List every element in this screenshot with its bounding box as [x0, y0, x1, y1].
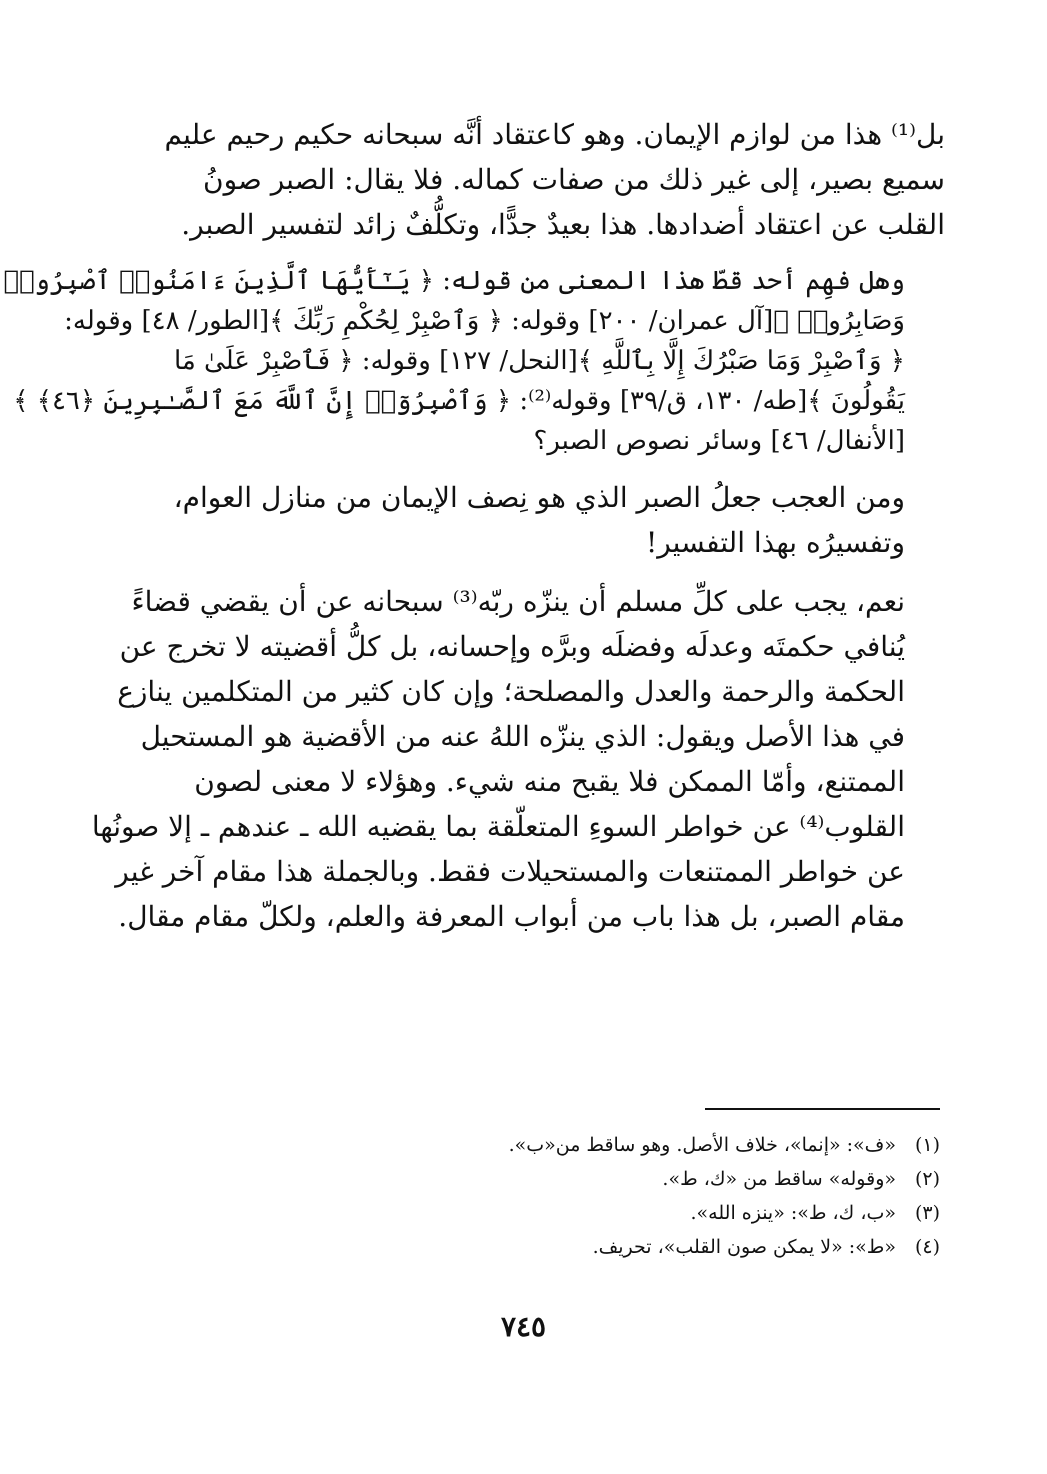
text-line: ومن العجب جعلُ الصبر الذي هو نِصف الإيمان من منازل العوام، [173, 481, 905, 514]
text-line: [الأنفال/ ٤٦] وسائر نصوص الصبر؟ [533, 426, 905, 456]
paragraph-1 [150, 112, 945, 247]
text-line: وهل فهِم أحد قطّ هذا المعنى من قوله: ﴿ يَـٰٓأَيُّهَا ٱلَّذِينَ ءَامَنُوا۟ ٱصْبِرُوا۟ [3, 266, 905, 296]
text-line: القلب عن اعتقاد أضدادها. هذا بعيدٌ جدًّا، وتكلُّفٌ زائد لتفسير الصبر. [181, 208, 945, 241]
footnote-text: «ط»: «لا يمكن صون القلب»، تحريف. [592, 1236, 896, 1258]
paragraph-4 [91, 579, 945, 939]
text-line: وَصَابِرُوا۟ ﴾[آل عمران/ ٢٠٠] وقوله: ﴿ وَٱصْبِرْ لِحُكْمِ رَبِّكَ ﴾[الطور/ ٤٨] وقوله: [64, 306, 905, 336]
paragraph-2-quran-citations [3, 261, 945, 461]
text-line: الحكمة والرحمة والعدل والمصلحة؛ وإن كان كثير من المتكلمين ينازع [117, 675, 905, 708]
footnote-number: (١) [914, 1134, 940, 1156]
footnote-text: «ب، ك، ط»: «ينزه الله». [690, 1202, 896, 1224]
footnote-divider [705, 1108, 940, 1110]
text-line: في هذا الأصل ويقول: الذي ينزّه اللهُ عنه من الأقضية هو المستحيل [140, 720, 905, 753]
footnote-text: «ف»: «إنما»، خلاف الأصل. وهو ساقط من«ب». [508, 1134, 896, 1156]
text-line: مقام الصبر، بل هذا باب من أبواب المعرفة والعلم، ولكلّ مقام مقال. [118, 900, 905, 933]
text-line: ﴿ وَٱصْبِرْ وَمَا صَبْرُكَ إِلَّا بِٱللَّهِ ﴾[النحل/ ١٢٧] وقوله: ﴿ فَٱصْبِرْ عَلَىٰ مَا [173, 346, 905, 376]
text-line: الممتنع، وأمّا الممكن فلا يقبح منه شيء. وهؤلاء لا معنى لصون [194, 765, 905, 798]
footnote-1 [150, 1128, 940, 1162]
footnote-number: (٤) [914, 1236, 940, 1258]
footnote-number: (٢) [914, 1168, 940, 1190]
footnote-number: (٣) [914, 1202, 940, 1224]
text-line: يَقُولُونَ ﴾[طه/ ١٣٠، ق/٣٩] وقوله⁽²⁾: ﴿ وَٱصْبِرُوٓا۟ إِنَّ ٱللَّهَ مَعَ ٱلصَّـٰبِرِينَ ﴿٤٦﴾ ﴾ [13, 386, 905, 416]
text-line: يُنافي حكمتَه وعدلَه وفضلَه وبرَّه وإحسانه، بل كلُّ أقضيته لا تخرج عن [119, 630, 905, 663]
text-line: سميع بصير، إلى غير ذلك من صفات كماله. فلا يقال: الصبر صونُ [203, 163, 945, 196]
text-line: القلوب⁽⁴⁾ عن خواطر السوءِ المتعلّقة بما يقضيه الله ـ عندهم ـ إلا صونُها [91, 810, 905, 843]
footnotes [150, 1128, 940, 1264]
footnote-text: «وقوله» ساقط من «ك، ط». [662, 1168, 896, 1190]
page-number: ٧٤٥ [500, 1310, 547, 1343]
paragraph-3 [150, 475, 945, 565]
footnote-4 [150, 1230, 940, 1264]
footnote-2 [150, 1162, 940, 1196]
text-line: بل⁽¹⁾ هذا من لوازم الإيمان. وهو كاعتقاد أنَّه سبحانه حكيم رحيم عليم [164, 118, 945, 151]
main-text [3, 112, 945, 939]
text-line: عن خواطر الممتنعات والمستحيلات فقط. وبالجملة هذا مقام آخر غير [115, 855, 905, 888]
text-line: وتفسيرُه بهذا التفسير! [645, 526, 905, 559]
text-line: نعم، يجب على كلِّ مسلم أن ينزّه ربّه⁽³⁾ سبحانه عن أن يقضي قضاءً [131, 585, 905, 618]
footnote-3 [150, 1196, 940, 1230]
